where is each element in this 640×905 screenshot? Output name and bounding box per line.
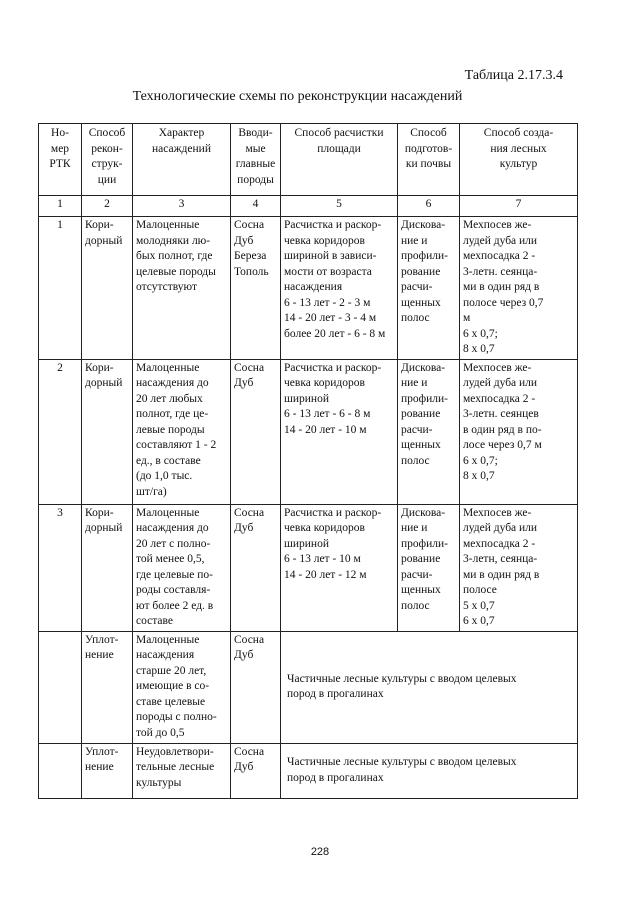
text-line: старше 20 лет, — [136, 664, 207, 677]
text-line: Мехпосев же- — [463, 219, 532, 231]
text-line: Характер — [158, 127, 205, 139]
column-number-row — [39, 196, 578, 217]
text-line: Малоценные — [136, 506, 200, 519]
text-line: Уплот- — [85, 745, 119, 758]
text-line: имеющие в со- — [136, 680, 210, 692]
text-line: ния лесных — [490, 142, 547, 155]
text-line: расчи- — [401, 281, 433, 293]
text-line: Кори- — [85, 506, 114, 519]
text-line: нение — [85, 649, 114, 661]
text-line: рование — [401, 408, 441, 420]
text-line: ки почвы — [405, 158, 452, 170]
text-line: Тополь — [234, 265, 269, 278]
text-line: Дискова- — [401, 506, 446, 519]
text-line: насаждения — [284, 281, 343, 293]
table-row — [39, 359, 578, 504]
text-line: мые — [245, 142, 266, 155]
text-line: струк- — [91, 158, 123, 170]
clearing-cell — [281, 359, 398, 504]
text-line: дорный — [85, 234, 123, 247]
text-line: Уплот- — [85, 633, 119, 646]
text-line: 14 - 20 лет - 3 - 4 м — [284, 312, 377, 324]
text-line: Частичные лесные культуры с вводом целевых — [287, 672, 517, 685]
table-title: Технологические схемы по реконструкции насаждений — [132, 89, 463, 104]
text-line: Дискова- — [401, 219, 446, 231]
text-line: той до 0,5 — [136, 726, 185, 739]
text-line: рование — [401, 265, 441, 278]
table-number: Таблица 2.17.3.4 — [464, 68, 563, 83]
text-line: Сосна — [234, 745, 265, 758]
text-line: 8 х 0,7 — [463, 343, 495, 355]
species-cell — [231, 631, 281, 743]
soil-cell — [398, 359, 460, 504]
text-line: Малоценные — [136, 361, 200, 374]
table-row — [39, 743, 578, 798]
text-line: Дискова- — [401, 361, 446, 374]
text-line: лосе через 0,7 м — [463, 439, 542, 451]
header-cell — [281, 124, 398, 196]
row-number — [39, 743, 82, 798]
column-number: 7 — [460, 196, 578, 217]
text-line: 6 - 13 лет - 10 м — [284, 553, 361, 565]
text-line: 20 лет с полно- — [136, 537, 211, 550]
row-number: 3 — [39, 504, 82, 631]
text-line: в один ряд в по- — [463, 423, 542, 436]
species-cell — [231, 743, 281, 798]
text-line: рекон- — [91, 142, 123, 155]
text-line: чевка коридоров — [284, 234, 365, 247]
column-number: 1 — [39, 196, 82, 217]
text-line: дорный — [85, 377, 123, 389]
text-line: Малоценные — [136, 633, 200, 646]
column-number: 2 — [82, 196, 133, 217]
text-line: пород в прогалинах — [287, 771, 384, 784]
text-line: насаждения до — [136, 522, 209, 534]
text-line: 3-летн, сеянца- — [463, 553, 538, 565]
table-row — [39, 217, 578, 360]
text-line: ние и — [401, 234, 428, 247]
text-line: культуры — [136, 776, 182, 789]
text-line: полнот, где це- — [136, 408, 209, 420]
text-line: профили- — [401, 250, 448, 262]
text-line: левые породы — [136, 423, 205, 436]
text-line: главные — [235, 158, 276, 170]
text-line: ставе целевые — [136, 695, 206, 708]
text-line: составе — [136, 615, 173, 627]
text-line: шириной — [284, 392, 329, 405]
row-number — [39, 631, 82, 743]
text-line: ют более 2 ед. в — [136, 599, 214, 612]
table-row — [39, 631, 578, 743]
text-line: лудей дуба или — [463, 522, 538, 534]
text-line: полосе — [463, 584, 497, 596]
text-line: 6 х 0,7 — [463, 615, 495, 627]
text-line: насаждения — [136, 649, 195, 661]
text-line: составляют 1 - 2 — [136, 439, 217, 451]
text-line: Мехпосев же- — [463, 506, 532, 519]
text-line: Сосна — [234, 361, 265, 374]
text-line: Дуб — [234, 761, 254, 773]
column-number: 6 — [398, 196, 460, 217]
text-line: Расчистка и раскор- — [284, 506, 382, 519]
text-line: молодняки лю- — [136, 234, 211, 247]
text-line: Кори- — [85, 361, 114, 374]
text-line: полос — [401, 312, 430, 324]
text-line: бых полнот, где — [136, 250, 213, 262]
clearing-cell — [281, 217, 398, 360]
text-line: м — [463, 312, 471, 324]
text-line: профили- — [401, 392, 448, 405]
character-cell — [133, 631, 231, 743]
text-line: 14 - 20 лет - 10 м — [284, 423, 367, 436]
text-line: РТК — [49, 158, 71, 170]
text-line: 6 - 13 лет - 6 - 8 м — [284, 408, 371, 420]
column-number: 5 — [281, 196, 398, 217]
header-row — [39, 124, 578, 196]
text-line: Но- — [51, 127, 69, 139]
text-line: полос — [401, 599, 430, 612]
text-line: подготов- — [404, 142, 453, 155]
text-line: шт/га) — [136, 485, 167, 498]
text-line: Сосна — [234, 506, 265, 519]
text-line: рование — [401, 553, 441, 565]
text-line: мехпосадка 2 - — [463, 250, 536, 262]
text-line: мехпосадка 2 - — [463, 537, 536, 550]
merged-method-cell — [281, 631, 578, 743]
text-line: насаждения до — [136, 377, 209, 389]
text-line: ние и — [401, 522, 428, 534]
text-line: мости от возраста — [284, 265, 372, 278]
character-cell — [133, 359, 231, 504]
text-line: пород в прогалинах — [287, 688, 384, 700]
text-line: 6 х 0,7; — [463, 454, 498, 467]
character-cell — [133, 504, 231, 631]
text-line: Способ — [88, 127, 126, 139]
text-line: более 20 лет - 6 - 8 м — [284, 327, 386, 340]
text-line: Вводи- — [238, 127, 273, 139]
text-line: ед., в составе — [136, 454, 201, 467]
text-line: 14 - 20 лет - 12 м — [284, 568, 367, 581]
text-line: Дуб — [234, 522, 254, 534]
text-line: Расчистка и раскор- — [284, 361, 382, 374]
text-line: породы — [237, 173, 274, 186]
text-line: Расчистка и раскор- — [284, 219, 382, 231]
text-line: щенных — [401, 296, 441, 309]
method-cell — [82, 217, 133, 360]
column-number: 3 — [133, 196, 231, 217]
header-cell — [82, 124, 133, 196]
text-line: полосе через 0,7 — [463, 296, 544, 309]
text-line: где целевые по- — [136, 568, 213, 581]
text-line: Неудовлетвори- — [136, 745, 214, 758]
text-line: 3-летн. сеянцев — [463, 408, 539, 420]
text-line: 6 х 0,7; — [463, 327, 498, 340]
text-line: чевка коридоров — [284, 377, 365, 389]
text-line: Частичные лесные культуры с вводом целевых — [287, 756, 517, 768]
text-line: лудей дуба или — [463, 377, 538, 389]
merged-method-cell — [281, 743, 578, 798]
text-line: ми в один ряд в — [463, 281, 540, 293]
text-line: полос — [401, 454, 430, 467]
text-line: Способ — [410, 127, 447, 139]
text-line: площади — [317, 142, 361, 155]
text-line: 3-летн. сеянца- — [463, 265, 538, 278]
header-cell — [133, 124, 231, 196]
text-line: Кори- — [85, 219, 114, 231]
character-cell — [133, 217, 231, 360]
text-line: Береза — [234, 250, 267, 262]
text-line: 5 х 0,7 — [463, 599, 495, 612]
method-cell — [82, 743, 133, 798]
row-number: 1 — [39, 217, 82, 360]
creation-cell — [460, 217, 578, 360]
text-line: Дуб — [234, 649, 254, 661]
clearing-cell — [281, 504, 398, 631]
text-line: щенных — [401, 439, 441, 451]
text-line: Способ расчистки — [294, 127, 384, 139]
soil-cell — [398, 504, 460, 631]
text-line: нение — [85, 761, 114, 773]
text-line: Сосна — [234, 219, 265, 231]
text-line: шириной — [284, 537, 329, 550]
text-line: чевка коридоров — [284, 522, 365, 534]
text-line: насаждений — [152, 142, 211, 155]
header-cell — [39, 124, 82, 196]
text-line: 6 - 13 лет - 2 - 3 м — [284, 296, 371, 309]
text-line: тельные лесные — [136, 761, 215, 773]
text-line: (до 1,0 тыс. — [136, 470, 193, 482]
text-line: породы с полно- — [136, 711, 217, 723]
column-number: 4 — [231, 196, 281, 217]
row-number: 2 — [39, 359, 82, 504]
method-cell — [82, 359, 133, 504]
text-line: 8 х 0,7 — [463, 470, 495, 482]
text-line: Дуб — [234, 377, 254, 389]
text-line: той менее 0,5, — [136, 553, 205, 565]
text-line: Способ созда- — [483, 127, 554, 139]
text-line: расчи- — [401, 423, 433, 436]
creation-cell — [460, 504, 578, 631]
text-line: Малоценные — [136, 219, 200, 231]
table-row — [39, 504, 578, 631]
species-cell — [231, 359, 281, 504]
text-line: ми в один ряд в — [463, 568, 540, 581]
text-line: отсутствуют — [136, 281, 198, 293]
soil-cell — [398, 217, 460, 360]
text-line: мер — [50, 142, 70, 155]
creation-cell — [460, 359, 578, 504]
method-cell — [82, 504, 133, 631]
text-line: целевые породы — [136, 265, 216, 278]
text-line: Сосна — [234, 633, 265, 646]
species-cell — [231, 504, 281, 631]
header-cell — [460, 124, 578, 196]
text-line: ции — [97, 173, 117, 186]
method-cell — [82, 631, 133, 743]
species-cell — [231, 217, 281, 360]
text-line: роды составля- — [136, 584, 211, 596]
text-line: 20 лет любых — [136, 392, 203, 405]
text-line: профили- — [401, 537, 448, 550]
text-line: лудей дуба или — [463, 234, 538, 247]
text-line: расчи- — [401, 568, 433, 581]
text-line: Мехпосев же- — [463, 361, 532, 374]
text-line: дорный — [85, 522, 123, 534]
text-line: мехпосадка 2 - — [463, 392, 536, 405]
text-line: шириной в зависи- — [284, 250, 377, 262]
character-cell — [133, 743, 231, 798]
text-line: Дуб — [234, 234, 254, 247]
text-line: щенных — [401, 584, 441, 596]
reconstruction-table — [38, 123, 578, 799]
text-line: культур — [499, 158, 538, 170]
header-cell — [231, 124, 281, 196]
header-cell — [398, 124, 460, 196]
text-line: ние и — [401, 377, 428, 389]
page-number: 228 — [310, 846, 330, 858]
